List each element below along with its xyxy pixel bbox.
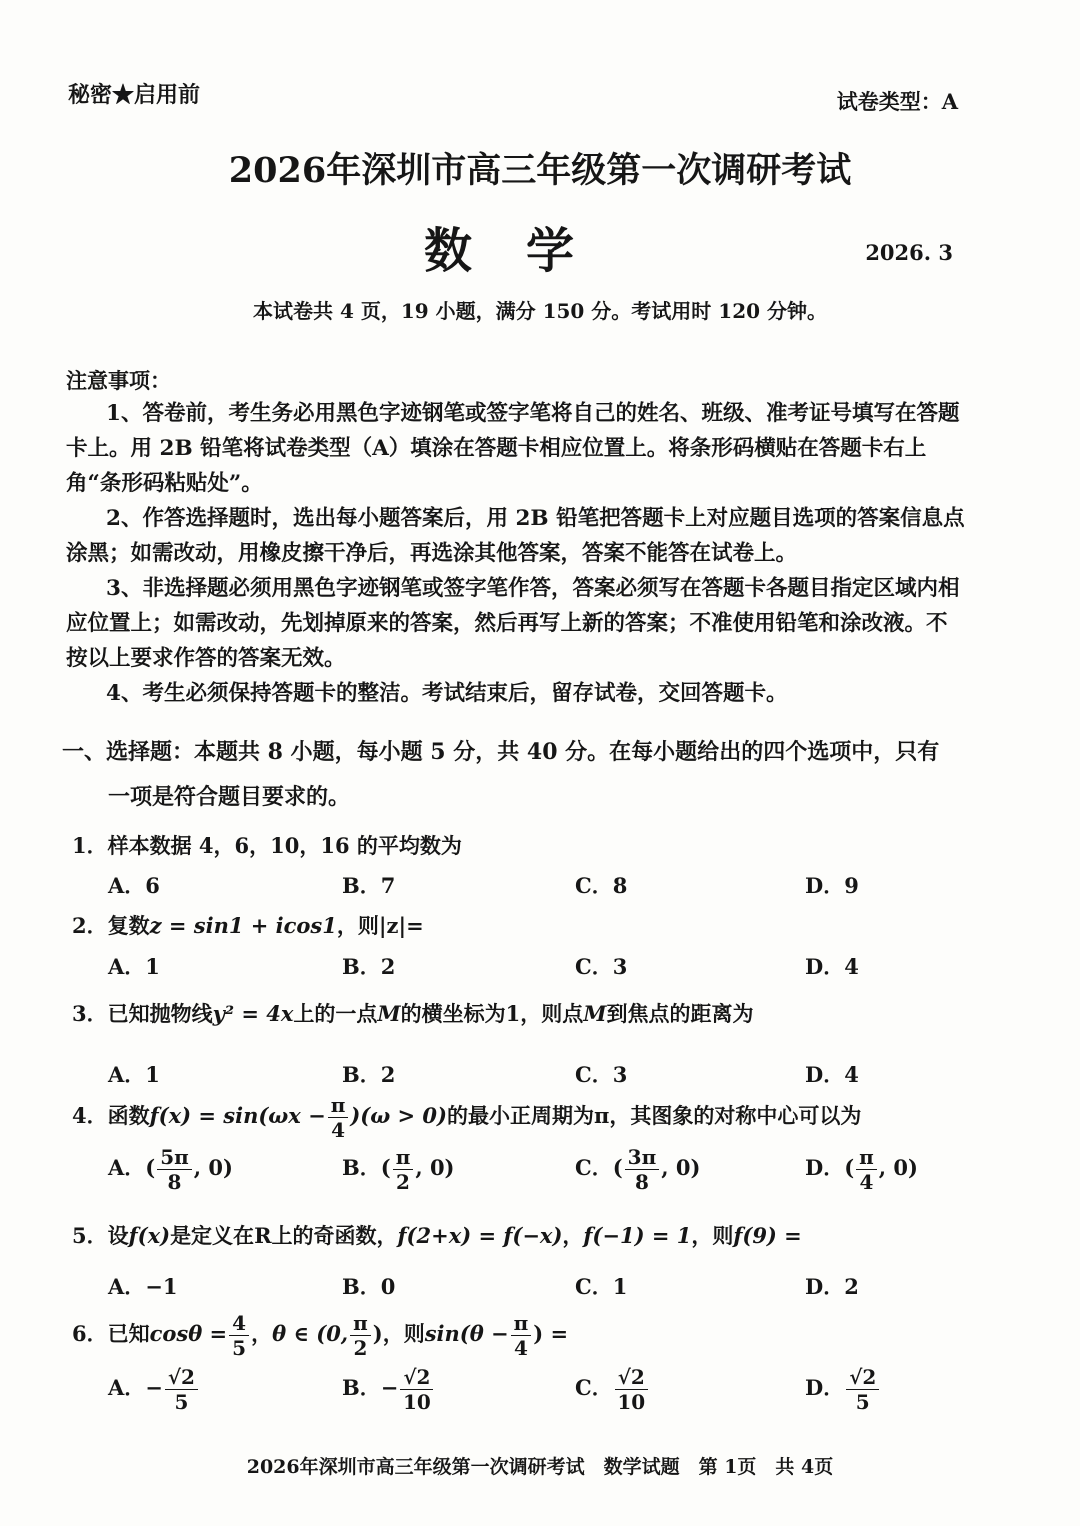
q6-frac-num: 4 — [229, 1311, 249, 1336]
question-5 — [72, 1220, 802, 1250]
q6-pre: 6．已知 — [72, 1321, 150, 1346]
q4-pre: 4．函数 — [72, 1103, 150, 1128]
q6-frac3-num: π — [511, 1311, 532, 1336]
q4-b-num: π — [393, 1145, 414, 1170]
q2-pre: 2．复数 — [72, 913, 150, 938]
q4-b-frac — [393, 1145, 414, 1194]
q5-real-set: R — [254, 1223, 272, 1248]
q6-frac2-num: π — [350, 1311, 371, 1336]
q4-option-b — [342, 1145, 455, 1194]
q6-option-a — [108, 1365, 200, 1414]
q3-post: 到焦点的距离为 — [606, 1001, 754, 1026]
q4-b-tail: , 0) — [415, 1155, 455, 1180]
q6-d-num: √2 — [846, 1365, 879, 1390]
q6-frac2-den: 2 — [353, 1336, 368, 1360]
section-1-heading-cont: 一项是符合题目要求的。 — [108, 784, 351, 810]
q2-post: ，则|z|= — [336, 913, 424, 938]
q6-sin: sin(θ − — [424, 1321, 509, 1346]
q4-expr-2: )(ω > 0) — [350, 1103, 447, 1128]
q6-option-c — [575, 1365, 650, 1414]
q5-option-d: D．2 — [805, 1274, 859, 1299]
q6-post: ，则 — [382, 1321, 425, 1346]
q4-b-label: B．( — [342, 1155, 391, 1180]
q5-option-b: B．0 — [342, 1274, 396, 1299]
notice-heading: 注意事项： — [66, 368, 171, 393]
q6-d-frac — [846, 1365, 879, 1414]
q4-d-den: 4 — [859, 1170, 874, 1194]
q3-mid2: 的横坐标为1，则点 — [400, 1001, 584, 1026]
q4-d-tail: , 0) — [878, 1155, 918, 1180]
q3-option-d: D．4 — [805, 1062, 859, 1087]
q4-frac-den: 4 — [331, 1118, 345, 1142]
q6-frac-pi-2 — [350, 1311, 371, 1360]
q3-expression: y² = 4x — [212, 1001, 294, 1026]
q4-option-d — [805, 1145, 918, 1194]
q4-c-label: C．( — [575, 1155, 623, 1180]
q6-theta: θ ∈ (0, — [272, 1321, 349, 1346]
q6-b-den: 10 — [402, 1390, 431, 1414]
q4-a-tail: , 0) — [193, 1155, 233, 1180]
q3-mid: 上的一点 — [293, 1001, 378, 1026]
question-1: 1．样本数据 4，6，10，16 的平均数为 — [72, 833, 462, 858]
q5-eq-1: f(2+x) = f(−x) — [397, 1223, 563, 1248]
q2-option-a: A．1 — [108, 954, 160, 979]
q5-mid: 是定义在 — [170, 1223, 255, 1248]
q5-pre: 5．设 — [72, 1223, 129, 1248]
q3-option-c: C．3 — [575, 1062, 628, 1087]
q4-d-frac — [856, 1145, 877, 1194]
exam-date: 2026. 3 — [865, 240, 953, 265]
page-footer: 2026年深圳市高三年级第一次调研考试 数学试题 第 1页 共 4页 — [246, 1456, 834, 1478]
q6-tail: ) = — [533, 1321, 569, 1346]
q1-option-d: D．9 — [805, 873, 859, 898]
q2-option-d: D．4 — [805, 954, 859, 979]
paper-type: 试卷类型：A — [836, 89, 958, 114]
question-2 — [72, 910, 424, 940]
q4-expr-1: f(x) = sin(ωx − — [149, 1103, 326, 1128]
q6-a-frac — [165, 1365, 198, 1414]
q6-cos: cosθ = — [149, 1321, 228, 1346]
q3-point-m-2: M — [583, 1001, 607, 1026]
q4-c-num: 3π — [625, 1145, 660, 1170]
notice-item-4: 4、考生必须保持答题卡的整洁。考试结束后，留存试卷，交回答题卡。 — [106, 681, 788, 706]
q4-d-num: π — [856, 1145, 877, 1170]
q6-b-label: B．− — [342, 1375, 399, 1400]
subject-title: 数学 — [424, 223, 629, 279]
notice-item-3: 3、非选择题必须用黑色字迹钢笔或签字笔作答，答案必须写在答题卡各题目指定区域内相应位置上；如需改动，先划掉原来的答案，然后再写上新的答案；不准使用铅笔和涂改液。不按以上要求作答的答案无效。 — [66, 576, 960, 671]
notice-item-2: 2、作答选择题时，选出每小题答案后，用 2B 铅笔把答题卡上对应题目选项的答案信息点涂黑；如需改动，用橡皮擦干净后，再选涂其他答案，答案不能答在试卷上。 — [66, 506, 965, 566]
q4-d-label: D．( — [805, 1155, 855, 1180]
q6-a-label: A．− — [108, 1375, 163, 1400]
q6-frac-den: 5 — [232, 1336, 247, 1360]
q6-d-label: D． — [805, 1375, 845, 1400]
q6-d-den: 5 — [855, 1390, 870, 1414]
q6-close: ) — [372, 1321, 383, 1346]
q4-a-num: 5π — [157, 1145, 192, 1170]
q2-option-b: B．2 — [342, 954, 396, 979]
exam-info: 本试卷共 4 页，19 小题，满分 150 分。考试用时 120 分钟。 — [253, 299, 827, 323]
q3-option-a: A．1 — [108, 1062, 160, 1087]
q4-frac-pi-4 — [328, 1093, 349, 1142]
exam-title: 2026年深圳市高三年级第一次调研考试 — [228, 150, 852, 191]
q5-option-c: C．1 — [575, 1274, 628, 1299]
question-3 — [72, 998, 754, 1028]
q6-option-d — [805, 1365, 881, 1414]
secret-label: 秘密★启用前 — [68, 82, 201, 108]
q5-eq-3: f(9) = — [733, 1223, 802, 1248]
q2-expression: z = sin1 + icos1 — [149, 913, 337, 938]
q4-a-den: 8 — [167, 1170, 182, 1194]
q4-c-tail: , 0) — [661, 1155, 701, 1180]
q6-mid: ， — [251, 1321, 273, 1346]
q4-frac-num: π — [328, 1093, 349, 1118]
q6-frac-pi-4 — [511, 1311, 532, 1360]
q6-c-label: C． — [575, 1375, 613, 1400]
section-1-heading: 一、选择题：本题共 8 小题，每小题 5 分，共 40 分。在每小题给出的四个选项中，只有 — [62, 739, 940, 765]
q4-a-frac — [157, 1145, 192, 1194]
q5-sep: ， — [562, 1223, 584, 1248]
q4-a-label: A．( — [108, 1155, 156, 1180]
q5-option-a: A．−1 — [108, 1274, 178, 1299]
q6-c-num: √2 — [615, 1365, 648, 1390]
q6-frac3-den: 4 — [513, 1336, 528, 1360]
q4-b-den: 2 — [396, 1170, 410, 1194]
question-4 — [72, 1093, 861, 1142]
q6-frac-4-5 — [229, 1311, 249, 1360]
q1-option-b: B．7 — [342, 873, 396, 898]
q4-option-c — [575, 1145, 700, 1194]
q5-fx: f(x) — [128, 1223, 171, 1248]
q1-option-a: A．6 — [108, 873, 160, 898]
q3-option-b: B．2 — [342, 1062, 396, 1087]
notice-item-1: 1、答卷前，考生务必用黑色字迹钢笔或签字笔将自己的姓名、班级、准考证号填写在答题卡上。用 2B 铅笔将试卷类型（A）填涂在答题卡相应位置上。将条形码横贴在答题卡右上角“条形码粘贴处”。 — [66, 401, 960, 496]
q2-option-c: C．3 — [575, 954, 628, 979]
q5-eq-2: f(−1) = 1 — [583, 1223, 692, 1248]
q5-post: ，则 — [691, 1223, 734, 1248]
q6-c-den: 10 — [617, 1390, 646, 1414]
q6-option-b — [342, 1365, 435, 1414]
q6-b-num: √2 — [400, 1365, 433, 1390]
q3-pre: 3．已知抛物线 — [72, 1001, 213, 1026]
q6-b-frac — [400, 1365, 433, 1414]
q6-a-num: √2 — [165, 1365, 198, 1390]
q4-option-a — [108, 1145, 233, 1194]
q4-post: 的最小正周期为π，其图象的对称中心可以为 — [446, 1103, 862, 1128]
q6-c-frac — [615, 1365, 648, 1414]
q6-a-den: 5 — [174, 1390, 189, 1414]
question-6 — [72, 1311, 568, 1360]
q5-mid2: 上的奇函数， — [271, 1223, 398, 1248]
q4-c-den: 8 — [634, 1170, 649, 1194]
q3-point-m: M — [377, 1001, 401, 1026]
q1-option-c: C．8 — [575, 873, 628, 898]
q4-c-frac — [625, 1145, 660, 1194]
